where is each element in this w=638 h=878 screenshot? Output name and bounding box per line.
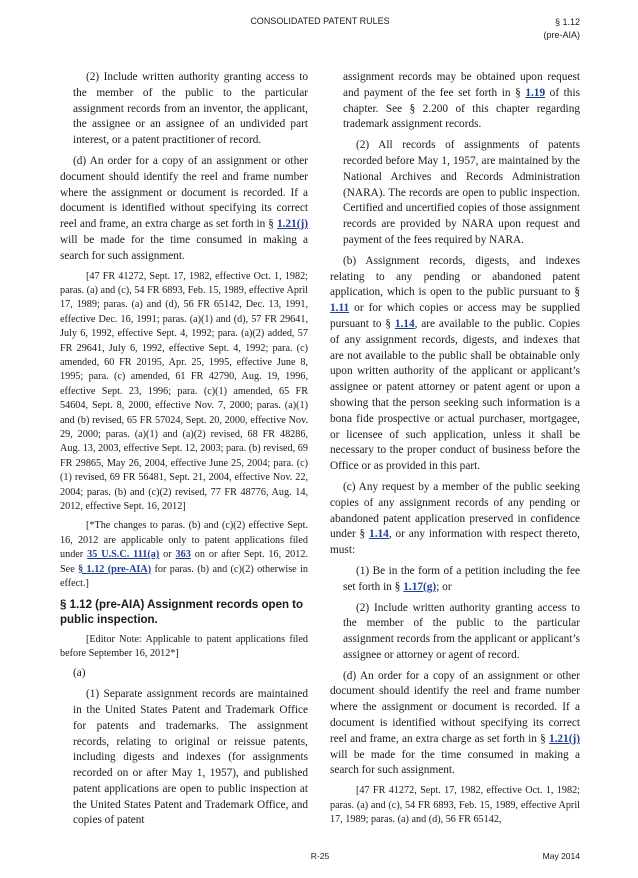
paragraph-d-right: [330, 669, 580, 780]
link-1-19[interactable]: 1.19: [525, 86, 546, 99]
paragraph-a2: (2) All records of assignments of patents recorded before May 1, 1957, are maintained by the National Archives and Records Administration (NARA). The records are open to public inspection. Certified and uncertified copies of those assignment records are provided by NARA upon request and payment of the fees required by NARA.: [343, 139, 580, 246]
link-1-14[interactable]: 1.14: [394, 317, 415, 330]
b-text-c: , are available to the public. Copies of any assignment records, digests, and indexes that are not available to the public shall be obtainable only upon written authority of the applicant or applicant’s assignee or patent attorney or patent agent or upon a showing that the person seeking such information is a bona fide prospective or actual purchaser, mortgagee, or licensee of such application, unless it shall be necessary to the proper conduct of business before the Office or as provided in this part.: [330, 317, 580, 473]
note-text-b: or: [159, 549, 176, 561]
link-1-21j-right[interactable]: 1.21(j): [548, 732, 580, 745]
b-text-a: (b) Assignment records, digests, and indexes relating to any pending or abandoned patent application, which is open to the public pursuant to §: [330, 254, 580, 299]
link-1-21j[interactable]: 1.21(j): [276, 218, 308, 231]
link-1-12-pre-aia[interactable]: § 1.12 (pre-AIA): [78, 563, 152, 575]
d-right-text-a: (d) An order for a copy of an assignment or other document should identify the reel and frame number where the assignment or document is recorded. If a document is identified without specifying its correct reel and frame, an extra charge as set forth in §: [330, 669, 580, 745]
section-heading: § 1.12 (pre-AIA) Assignment records open to public inspection.: [60, 598, 304, 626]
paragraph-a1-continued: [330, 70, 580, 133]
header-title: CONSOLIDATED PATENT RULES: [250, 16, 390, 26]
c-text-b: , or any information with respect thereto, must:: [330, 528, 580, 557]
paragraph-d-text-a: (d) An order for a copy of an assignment or other document should identify the reel and frame number where the assignment or document is recorded. If a document is identified without specifying its correct reel and frame, an extra charge as set forth in §: [60, 154, 308, 231]
page-header: [60, 16, 580, 46]
paragraph-d: [60, 154, 308, 265]
link-1-14-c[interactable]: 1.14: [369, 528, 389, 541]
paragraph-c: [330, 480, 580, 559]
paragraph-b: [330, 254, 580, 475]
paragraph-c2-right: (2) Include written authority granting access to the member of the public to the particular assignment records from the applicant or applicant’s assignee or attorney or agent of record.: [343, 601, 580, 661]
a1-cont-text-b: of this chapter. See § 2.200 of this chapter regarding trademark assignment records.: [343, 86, 580, 131]
history-note-start: [47 FR 41272, Sept. 17, 1982, effective Oct. 1, 1982; paras. (a) and (c), 54 FR 6893, Feb. 15, 1989, effective April 17, 1989; paras. (a) and (d), 56 FR 65142,: [330, 785, 580, 826]
link-1-11[interactable]: 1.11: [330, 302, 350, 315]
paragraph-c1: [330, 564, 580, 596]
c-text-a: (c) Any request by a member of the public seeking copies of any assignment records of any pending or abandoned patent application preserved in confidence under §: [330, 480, 580, 541]
note-text-d: for paras. (b) and (c)(2) otherwise in effect.]: [60, 563, 308, 590]
paragraph-d-text-b: will be made for the time consumed in making a search for such assignment.: [60, 233, 308, 262]
header-section-number: § 1.12: [554, 17, 580, 27]
left-column: [60, 70, 308, 834]
d-right-text-b: will be made for the time consumed in making a search for such assignment.: [330, 748, 580, 777]
page-number: R-25: [310, 851, 330, 861]
editor-note: [Editor Note: Applicable to patent applications filed before September 16, 2012*]: [60, 633, 308, 659]
c1-text-a: (1) Be in the form of a petition including the fee set forth in §: [343, 564, 580, 593]
note-text-a: [*The changes to paras. (b) and (c)(2) effective Sept. 16, 2012 are applicable only to patent applications filed under: [60, 520, 308, 561]
c1-text-b: ; or: [436, 580, 452, 593]
link-1-17g[interactable]: 1.17(g): [403, 580, 437, 593]
paragraph-c2: (2) Include written authority granting access to the member of the public to the particular assignment records from an inventor, the applicant, the assignee or an assignee of an undivided part interest, or a patent practitioner of record.: [73, 71, 308, 147]
paragraph-a-label: (a): [73, 667, 86, 680]
link-35-usc-111a[interactable]: 35 U.S.C. 111(a): [87, 549, 160, 561]
note-text-c: on or after Sept. 16, 2012. See: [60, 549, 308, 575]
a1-cont-text-a: assignment records may be obtained upon request and payment of the fee set forth in §: [343, 71, 580, 99]
history-note: [47 FR 41272, Sept. 17, 1982, effective Oct. 1, 1982; paras. (a) and (c), 54 FR 6893, Feb. 15, 1989, effective April 17, 1989; paras. (a) and (d), 56 FR 65142, Dec. 13, 1991, effective Dec. 16, 1991; paras. (a)(1) and (d), 57 FR 29641, July 6, 1992, effective Sept. 4, 1992; para. (a)(2) added, 57 FR 29641, July 6, 1992, effective Sept. 4, 1992; para. (c) amended, 60 FR 20195, Apr. 25, 1995, effective June 8, 1995; para. (c) amended, 61 FR 42790, Aug. 19, 1996, effective Sept. 23, 1996; para. (c)(1) amended, 65 FR 54604, Sept. 8, 2000, effective Nov. 7, 2000; paras. (a)(1) and (b) revised, 65 FR 57024, Sept. 20, 2000, effective Nov. 29, 2000; paras. (a)(1) and (a)(2) revised, 68 FR 48286, Aug. 13, 2003, effective Sept. 12, 2003; para. (b) revised, 69 FR 29865, May 26, 2004, effective June 25, 2004; para. (c)(1) revised, 69 FR 56481, Sept. 21, 2004, effective Nov. 22, 2004; paras. (b) and (c)(2) revised, 77 FR 48776, Aug. 14, 2012, effective Sept. 16, 2012]: [60, 270, 308, 513]
applicability-note: [60, 519, 308, 591]
link-363[interactable]: 363: [175, 549, 191, 561]
header-section-subtitle: (pre-AIA): [543, 30, 580, 40]
b-text-b: or for which copies or access may be supplied pursuant to §: [330, 302, 580, 330]
right-column: [330, 70, 580, 832]
paragraph-a1: (1) Separate assignment records are maintained in the United States Patent and Trademark Office for patents and trademarks. The assignment records, relating to original or reissue patents, including digests and indexes (for assignments recorded on or after May 1, 1957), and published patent applications are open to public inspection at the United States Patent and Trademark Office, and copies of patent: [73, 688, 308, 827]
header-section: [543, 16, 580, 42]
footer-date: May 2014: [542, 851, 580, 861]
